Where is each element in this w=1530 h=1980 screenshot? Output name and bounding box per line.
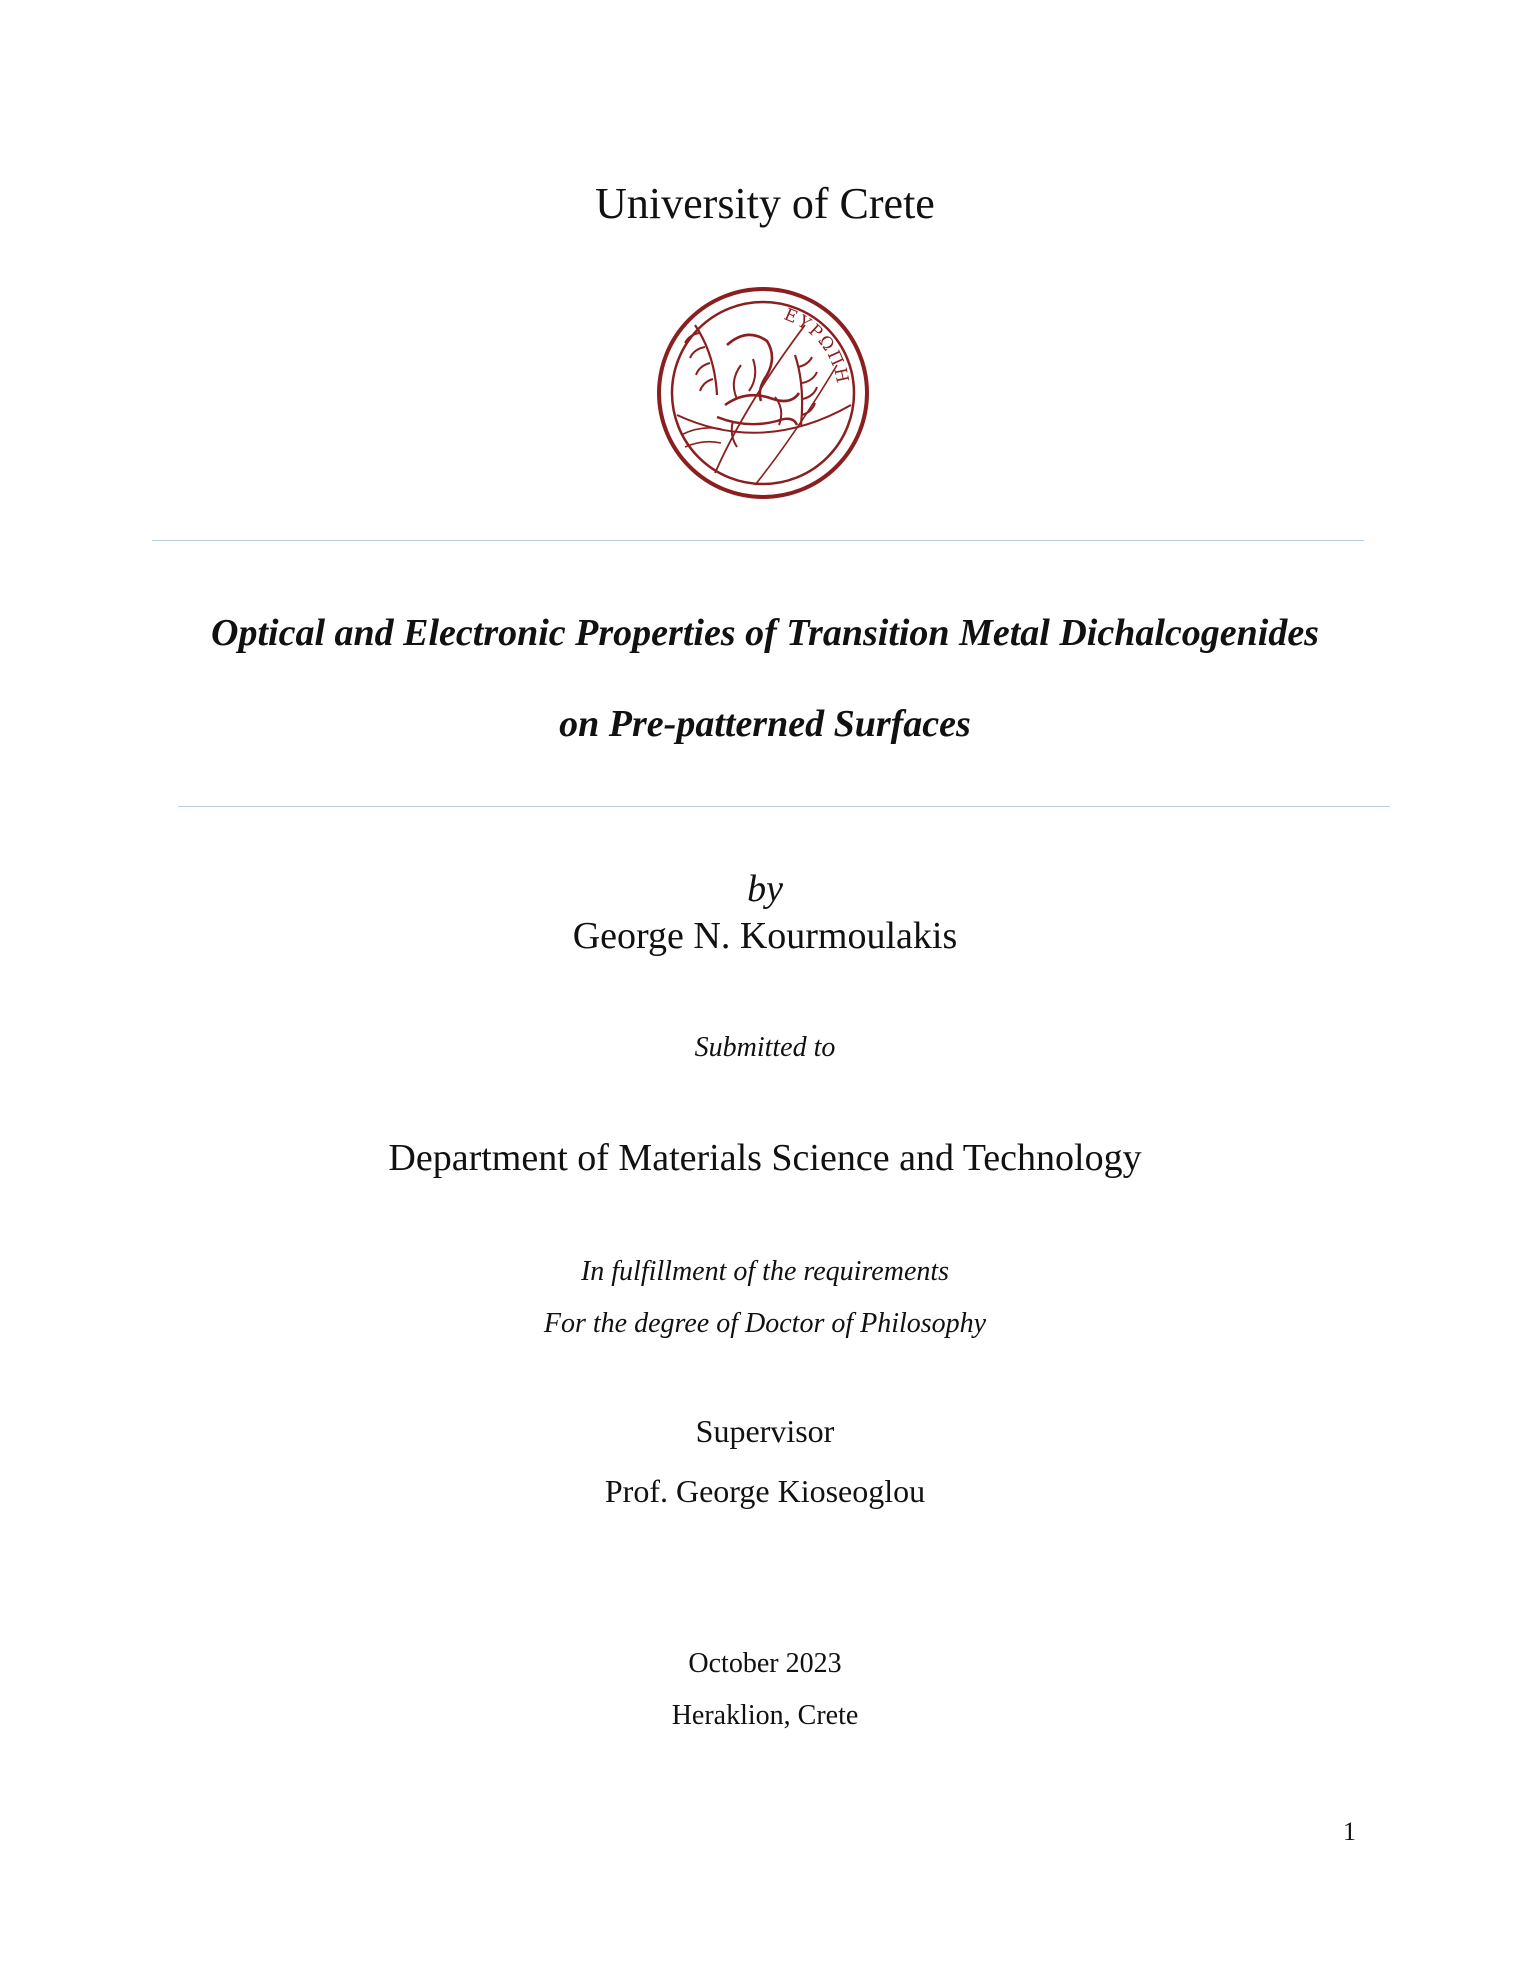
top-divider [152,540,1364,541]
university-seal-logo [655,285,871,501]
university-name: University of Crete [595,179,935,228]
requirement-line-1: In fulfillment of the requirements [580,1256,950,1287]
page-number: 1 [1343,1817,1356,1846]
bottom-divider [178,806,1390,807]
submitted-to-label: Submitted to [694,1032,836,1063]
requirement-line-2: For the degree of Doctor of Philosophy [543,1308,987,1339]
submission-date: October 2023 [688,1648,842,1679]
thesis-title-line-2: on Pre-patterned Surfaces [559,703,971,745]
author-name: George N. Kourmoulakis [572,915,958,957]
thesis-title-line-1: Optical and Electronic Properties of Transition Metal Dichalcogenides [211,612,1319,654]
by-label: by [747,868,783,910]
submission-place: Heraklion, Crete [671,1700,859,1731]
supervisor-name: Prof. George Kioseoglou [604,1473,926,1509]
svg-text:ΕΥΡΩΠΗ: ΕΥΡΩΠΗ [781,304,853,387]
department-name: Department of Materials Science and Technology [388,1137,1142,1179]
supervisor-label: Supervisor [695,1413,835,1449]
